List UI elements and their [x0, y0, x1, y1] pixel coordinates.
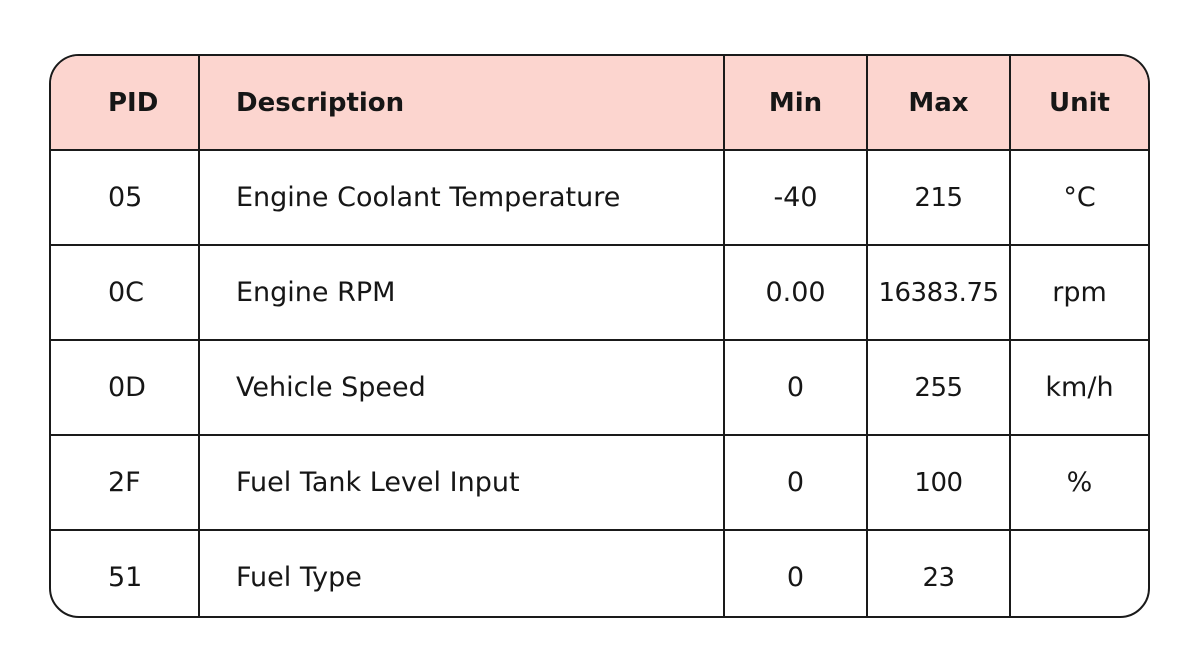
pid-table — [51, 56, 1148, 618]
cell-pid: 2F — [51, 435, 199, 530]
cell-max: 255 — [867, 340, 1010, 435]
cell-pid: 0D — [51, 340, 199, 435]
table-body — [51, 150, 1148, 618]
cell-max: 23 — [867, 530, 1010, 618]
header-min: Min — [724, 56, 867, 150]
cell-max: 16383.75 — [867, 245, 1010, 340]
cell-pid: 0C — [51, 245, 199, 340]
cell-unit: % — [1010, 435, 1148, 530]
table-row — [51, 245, 1148, 340]
table-row — [51, 150, 1148, 245]
cell-description: Vehicle Speed — [199, 340, 724, 435]
table-row — [51, 340, 1148, 435]
cell-max: 215 — [867, 150, 1010, 245]
cell-max: 100 — [867, 435, 1010, 530]
cell-unit: km/h — [1010, 340, 1148, 435]
header-pid: PID — [51, 56, 199, 150]
header-unit: Unit — [1010, 56, 1148, 150]
cell-min: 0.00 — [724, 245, 867, 340]
cell-description: Engine RPM — [199, 245, 724, 340]
cell-unit: °C — [1010, 150, 1148, 245]
cell-min: 0 — [724, 340, 867, 435]
cell-unit: rpm — [1010, 245, 1148, 340]
cell-min: 0 — [724, 530, 867, 618]
cell-min: 0 — [724, 435, 867, 530]
table-row — [51, 435, 1148, 530]
cell-description: Fuel Tank Level Input — [199, 435, 724, 530]
cell-description: Fuel Type — [199, 530, 724, 618]
pid-table-frame — [49, 54, 1150, 618]
header-description: Description — [199, 56, 724, 150]
table-row — [51, 530, 1148, 618]
header-max: Max — [867, 56, 1010, 150]
table-header — [51, 56, 1148, 150]
cell-pid: 05 — [51, 150, 199, 245]
cell-unit — [1010, 530, 1148, 618]
cell-pid: 51 — [51, 530, 199, 618]
header-row — [51, 56, 1148, 150]
cell-description: Engine Coolant Temperature — [199, 150, 724, 245]
cell-min: -40 — [724, 150, 867, 245]
